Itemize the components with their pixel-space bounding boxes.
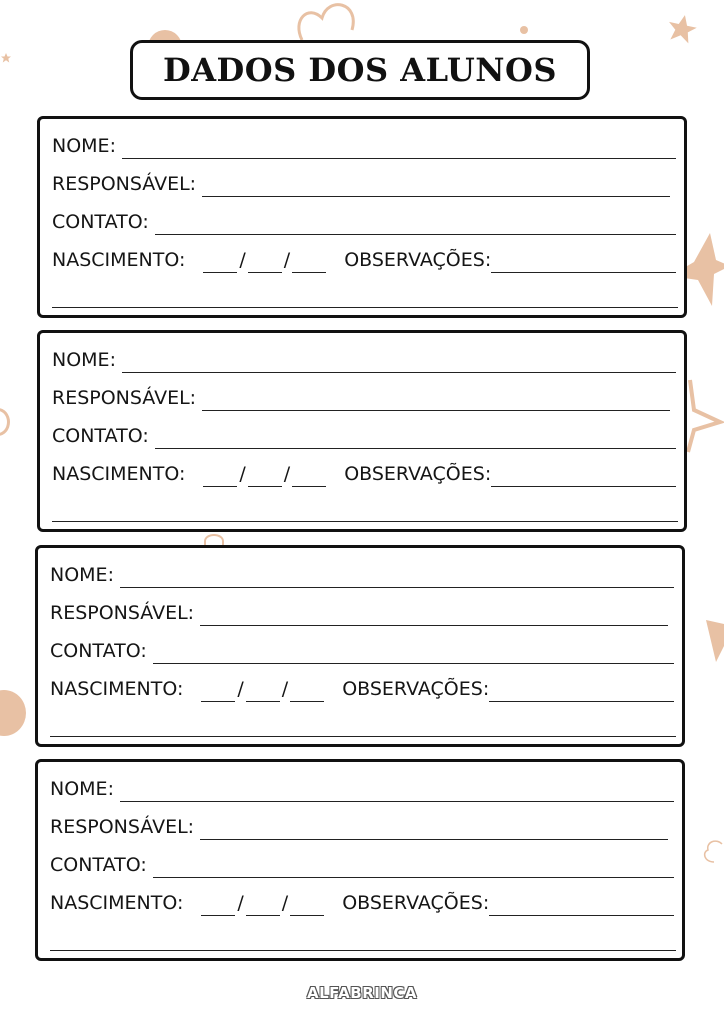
notes-label: OBSERVAÇÕES:: [342, 678, 490, 700]
day-field[interactable]: [203, 466, 237, 487]
guardian-label: RESPONSÁVEL:: [52, 387, 197, 409]
date-separator: /: [281, 678, 289, 700]
year-field[interactable]: [290, 895, 324, 916]
birth-date-field[interactable]: [203, 249, 326, 273]
name-row: [52, 345, 676, 373]
birth-notes-row: [52, 245, 676, 273]
notes-extra-line[interactable]: [50, 950, 676, 951]
student-card: [35, 759, 685, 961]
contact-field[interactable]: [155, 426, 676, 449]
birth-date-field[interactable]: [201, 678, 324, 702]
guardian-field[interactable]: [200, 603, 668, 626]
month-field[interactable]: [246, 895, 280, 916]
guardian-label: RESPONSÁVEL:: [50, 602, 195, 624]
birth-date-field[interactable]: [203, 463, 326, 487]
brand-footer: ALFABRINCA: [306, 984, 418, 1002]
date-separator: /: [239, 249, 246, 271]
birth-date-field[interactable]: [201, 892, 324, 916]
small-star-icon: [0, 52, 12, 64]
heart-small-icon: [702, 838, 724, 866]
star-partial-icon: [706, 618, 724, 664]
name-field[interactable]: [122, 350, 676, 373]
contact-row: [52, 421, 676, 449]
star-icon: [664, 12, 700, 46]
contact-label: CONTATO:: [50, 854, 147, 876]
title-box: [130, 40, 590, 100]
birth-label: NASCIMENTO:: [50, 678, 184, 700]
contact-field[interactable]: [155, 212, 676, 235]
date-separator: /: [283, 249, 291, 271]
contact-label: CONTATO:: [52, 425, 149, 447]
guardian-row: [52, 169, 670, 197]
date-separator: /: [237, 678, 244, 700]
notes-field[interactable]: [491, 250, 676, 273]
guardian-row: [50, 598, 668, 626]
name-row: [50, 560, 674, 588]
birth-label: NASCIMENTO:: [52, 463, 186, 485]
birth-notes-row: [52, 459, 676, 487]
date-separator: /: [239, 463, 246, 485]
name-field[interactable]: [120, 565, 674, 588]
star-outline-icon: [682, 376, 724, 456]
date-separator: /: [237, 892, 244, 914]
notes-label: OBSERVAÇÕES:: [344, 249, 492, 271]
contact-label: CONTATO:: [50, 640, 147, 662]
year-field[interactable]: [292, 466, 326, 487]
year-field[interactable]: [290, 681, 324, 702]
small-heart-decoration: [520, 26, 528, 34]
guardian-label: RESPONSÁVEL:: [50, 816, 195, 838]
student-card: [37, 330, 687, 532]
contact-row: [50, 636, 674, 664]
name-label: NOME:: [50, 778, 114, 800]
notes-extra-line[interactable]: [52, 521, 678, 522]
date-separator: /: [283, 463, 291, 485]
guardian-field[interactable]: [200, 817, 668, 840]
name-label: NOME:: [50, 564, 114, 586]
notes-extra-line[interactable]: [50, 736, 676, 737]
notes-field[interactable]: [489, 893, 674, 916]
name-row: [52, 131, 676, 159]
guardian-row: [50, 812, 668, 840]
birth-label: NASCIMENTO:: [50, 892, 184, 914]
notes-extra-line[interactable]: [52, 307, 678, 308]
contact-label: CONTATO:: [52, 211, 149, 233]
student-card: [35, 545, 685, 747]
name-field[interactable]: [120, 779, 674, 802]
guardian-field[interactable]: [202, 174, 670, 197]
guardian-row: [52, 383, 670, 411]
date-separator: /: [281, 892, 289, 914]
birth-notes-row: [50, 888, 674, 916]
notes-field[interactable]: [491, 464, 676, 487]
month-field[interactable]: [246, 681, 280, 702]
month-field[interactable]: [248, 466, 282, 487]
guardian-label: RESPONSÁVEL:: [52, 173, 197, 195]
notes-label: OBSERVAÇÕES:: [342, 892, 490, 914]
day-field[interactable]: [203, 252, 237, 273]
birth-label: NASCIMENTO:: [52, 249, 186, 271]
name-label: NOME:: [52, 135, 116, 157]
month-field[interactable]: [248, 252, 282, 273]
notes-label: OBSERVAÇÕES:: [344, 463, 492, 485]
contact-field[interactable]: [153, 855, 674, 878]
year-field[interactable]: [292, 252, 326, 273]
name-row: [50, 774, 674, 802]
page-title: DADOS DOS ALUNOS: [162, 51, 558, 89]
student-card: [37, 116, 687, 318]
name-label: NOME:: [52, 349, 116, 371]
contact-field[interactable]: [153, 641, 674, 664]
notes-field[interactable]: [489, 679, 674, 702]
day-field[interactable]: [201, 681, 235, 702]
guardian-field[interactable]: [202, 388, 670, 411]
name-field[interactable]: [122, 136, 676, 159]
birth-notes-row: [50, 674, 674, 702]
day-field[interactable]: [201, 895, 235, 916]
contact-row: [50, 850, 674, 878]
contact-row: [52, 207, 676, 235]
circle-decoration-left: [0, 690, 26, 736]
circle-outline-decoration: [0, 408, 10, 436]
